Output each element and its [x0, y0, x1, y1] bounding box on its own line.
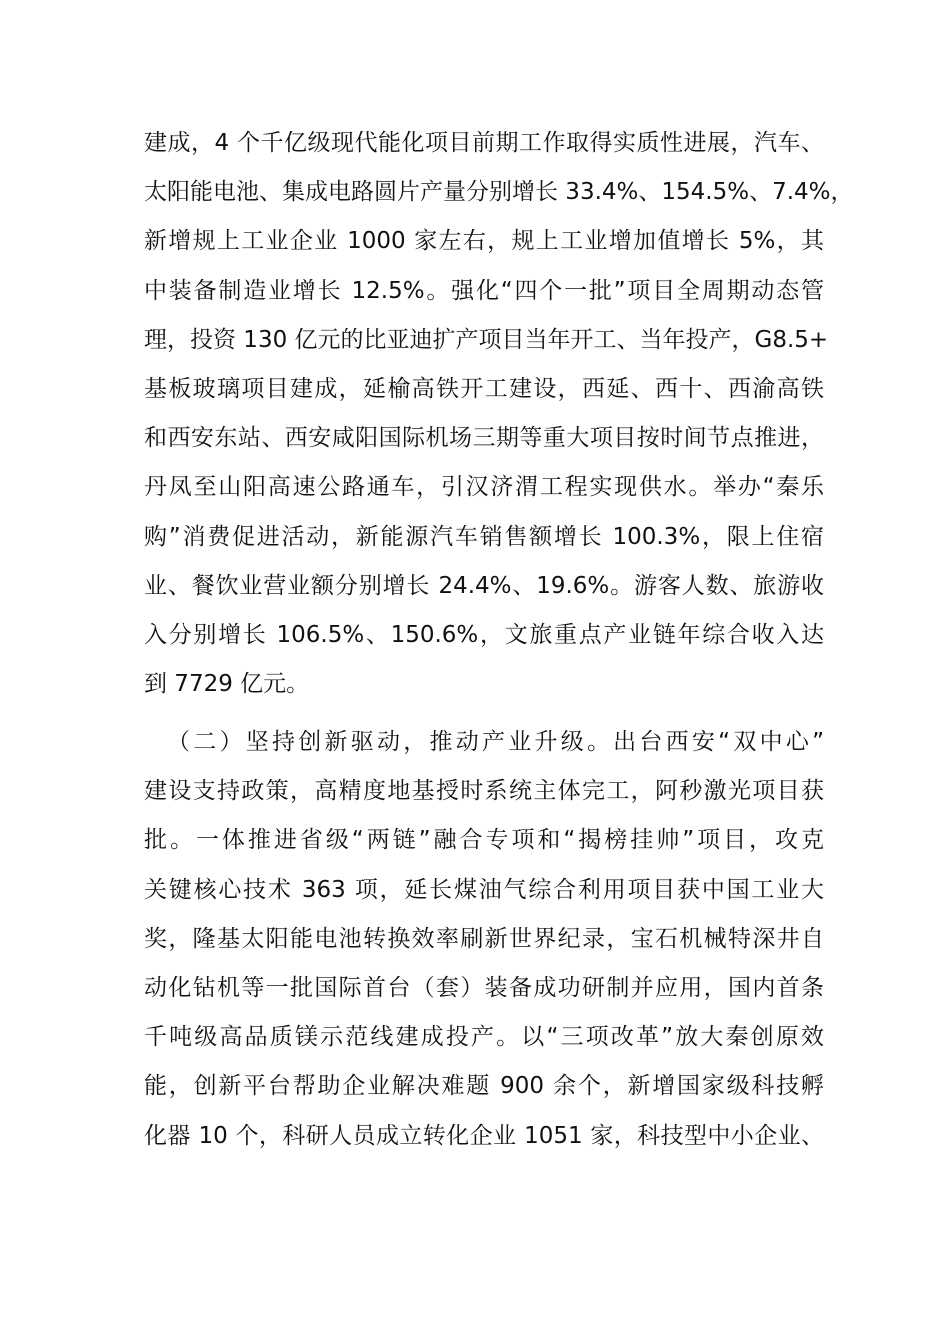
text-line: 能，创新平台帮助企业解决难题 900 余个，新增国家级科技孵	[144, 1073, 824, 1100]
text-line: 千吨级高品质镁示范线建成投产。以“三项改革”放大秦创原效	[144, 1024, 824, 1051]
text-line: 太阳能电池、集成电路圆片产量分别增长 33.4%、154.5%、7.4%，	[144, 179, 854, 206]
text-line: 购”消费促进活动，新能源汽车销售额增长 100.3%，限上住宿	[144, 523, 824, 550]
text-line-indented: （二）坚持创新驱动，推动产业升级。出台西安“双中心”	[167, 729, 824, 755]
text-line: 动化钻机等一批国际首台（套）装备成功研制并应用，国内首条	[144, 974, 824, 1001]
text-line: 和西安东站、西安咸阳国际机场三期等重大项目按时间节点推进，	[144, 425, 824, 452]
text-line: 中装备制造业增长 12.5%。强化“四个一批”项目全周期动态管	[144, 277, 824, 304]
text-line: 入分别增长 106.5%、150.6%，文旅重点产业链年综合收入达	[144, 621, 824, 648]
text-line: 化器 10 个，科研人员成立转化企业 1051 家，科技型中小企业、	[144, 1122, 824, 1149]
text-line: 基板玻璃项目建成，延榆高铁开工建设，西延、西十、西渝高铁	[144, 375, 824, 402]
text-line: 新增规上工业企业 1000 家左右，规上工业增加值增长 5%，其	[144, 228, 824, 255]
text-line: 建设支持政策，高精度地基授时系统主体完工，阿秒激光项目获	[144, 778, 824, 805]
text-line: 批。一体推进省级“两链”融合专项和“揭榜挂帅”项目，攻克	[144, 827, 824, 854]
text-line: 业、餐饮业营业额分别增长 24.4%、19.6%。游客人数、旅游收	[144, 572, 824, 599]
text-line: 到 7729 亿元。	[144, 671, 310, 698]
text-line: 理，投资 130 亿元的比亚迪扩产项目当年开工、当年投产，G8.5+	[144, 326, 829, 353]
text-line: 奖，隆基太阳能电池转换效率刷新世界纪录，宝石机械特深井自	[144, 925, 824, 952]
text-line: 关键核心技术 363 项，延长煤油气综合利用项目获中国工业大	[144, 876, 824, 903]
text-line: 丹凤至山阳高速公路通车，引汉济渭工程实现供水。举办“秦乐	[144, 474, 824, 501]
paragraph-innovation	[144, 718, 824, 1161]
paragraph-economy	[144, 119, 854, 709]
text-line: 建成，4 个千亿级现代能化项目前期工作取得实质性进展，汽车、	[144, 130, 824, 156]
